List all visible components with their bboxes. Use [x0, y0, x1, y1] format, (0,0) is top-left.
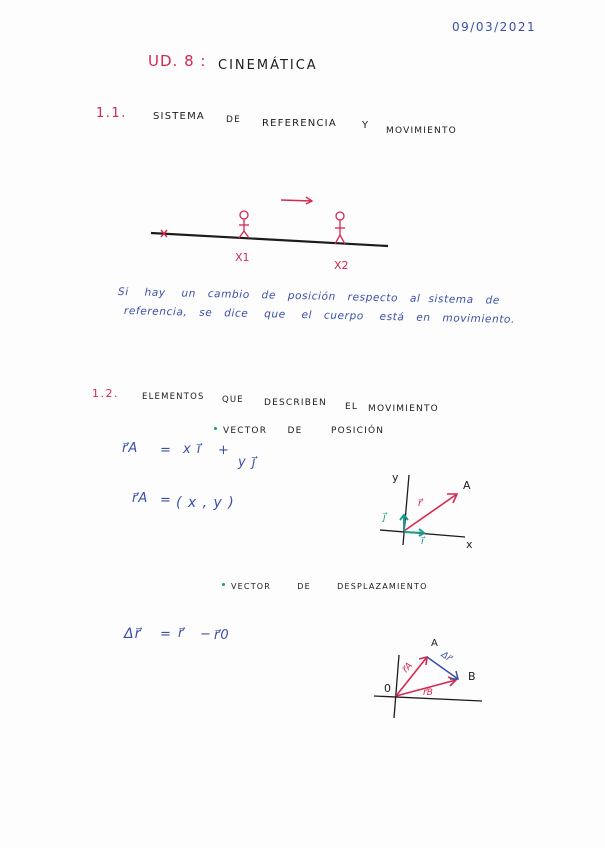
word: DE — [297, 582, 311, 591]
vector-ra-label: r⃗A — [400, 661, 415, 675]
eq3-equals: = — [160, 627, 172, 642]
section-1-2-word: MOVIMIENTO — [368, 404, 439, 414]
word: DE — [287, 426, 303, 436]
label-x2: X2 — [334, 259, 349, 272]
origin-label: 0 — [384, 682, 391, 695]
section-1-2-word: DESCRIBEN — [264, 398, 327, 408]
axis-y-label: y — [392, 471, 399, 484]
word: el — [301, 309, 313, 322]
word: está — [379, 310, 405, 324]
eq3-lhs: Δr⃗ — [124, 626, 142, 642]
word: que — [264, 308, 286, 321]
eq2-rhs: ( x , y ) — [176, 495, 235, 511]
eq1-rhs-b: y j⃗ — [238, 455, 257, 470]
page-title: CINEMÁTICA — [218, 58, 318, 73]
vector-j-label: j⃗ — [383, 512, 386, 523]
word: cambio — [207, 288, 250, 301]
point-b-label: B — [468, 670, 476, 683]
vector-rb-label: r⃗B — [423, 688, 433, 698]
word: movimiento. — [442, 312, 516, 326]
vector-i-label: i⃗ — [421, 536, 424, 547]
eq3-rhs-b: r⃗0 — [214, 628, 230, 643]
eq3-rhs-a: r⃗ — [178, 626, 185, 641]
date: 09/03/2021 — [452, 20, 537, 34]
section-1-2-word: ELEMENTOS — [142, 392, 205, 402]
section-1-2-word: QUE — [222, 395, 244, 405]
eq3-minus: − — [200, 627, 212, 642]
eq1-rhs-a: x i⃗ — [183, 442, 202, 457]
point-a-label: A — [463, 479, 471, 492]
section-1-1-number: 1.1. — [96, 106, 127, 121]
eq2-lhs: r⃗A — [132, 491, 149, 506]
word: se — [199, 306, 213, 320]
eq1-lhs: r⃗A — [122, 441, 139, 456]
section-1-1-word: Y — [362, 120, 370, 131]
word: hay — [144, 286, 166, 300]
word: VECTOR — [231, 582, 272, 591]
word: referencia, — [123, 305, 188, 319]
word: al — [409, 292, 421, 305]
eq2-equals: = — [160, 493, 172, 508]
eq1-plus: + — [218, 443, 230, 458]
vector-dr-label: Δr⃗ — [439, 650, 453, 664]
section-1-1-word: REFERENCIA — [262, 118, 337, 129]
section-1-1-word: DE — [226, 115, 242, 125]
word: en — [416, 311, 431, 324]
section-1-2-number: 1.2. — [92, 387, 119, 400]
word: dice — [224, 307, 249, 320]
unit-label: UD. 8 : — [148, 52, 207, 70]
word: sistema — [428, 293, 474, 307]
section-1-1-word: SISTEMA — [153, 111, 205, 122]
word: un — [181, 287, 197, 300]
word: de — [261, 289, 277, 302]
axis-x-label: x — [466, 538, 473, 551]
word: DESPLAZAMIENTO — [337, 582, 428, 591]
word: POSICIÓN — [330, 426, 385, 436]
section-1-2-word: EL — [345, 402, 359, 412]
word: respecto — [347, 291, 399, 305]
eq1-equals: = — [160, 443, 172, 458]
section-1-1-word: MOVIMIENTO — [386, 126, 457, 136]
vector-r-label: r⃗ — [418, 498, 423, 509]
label-x1: X1 — [235, 251, 250, 264]
word: posición — [287, 289, 336, 303]
word: VECTOR — [223, 426, 268, 436]
word: de — [485, 294, 500, 307]
word: cuerpo — [323, 309, 364, 323]
point-a-label: A — [431, 638, 438, 649]
word: Si — [117, 286, 129, 299]
